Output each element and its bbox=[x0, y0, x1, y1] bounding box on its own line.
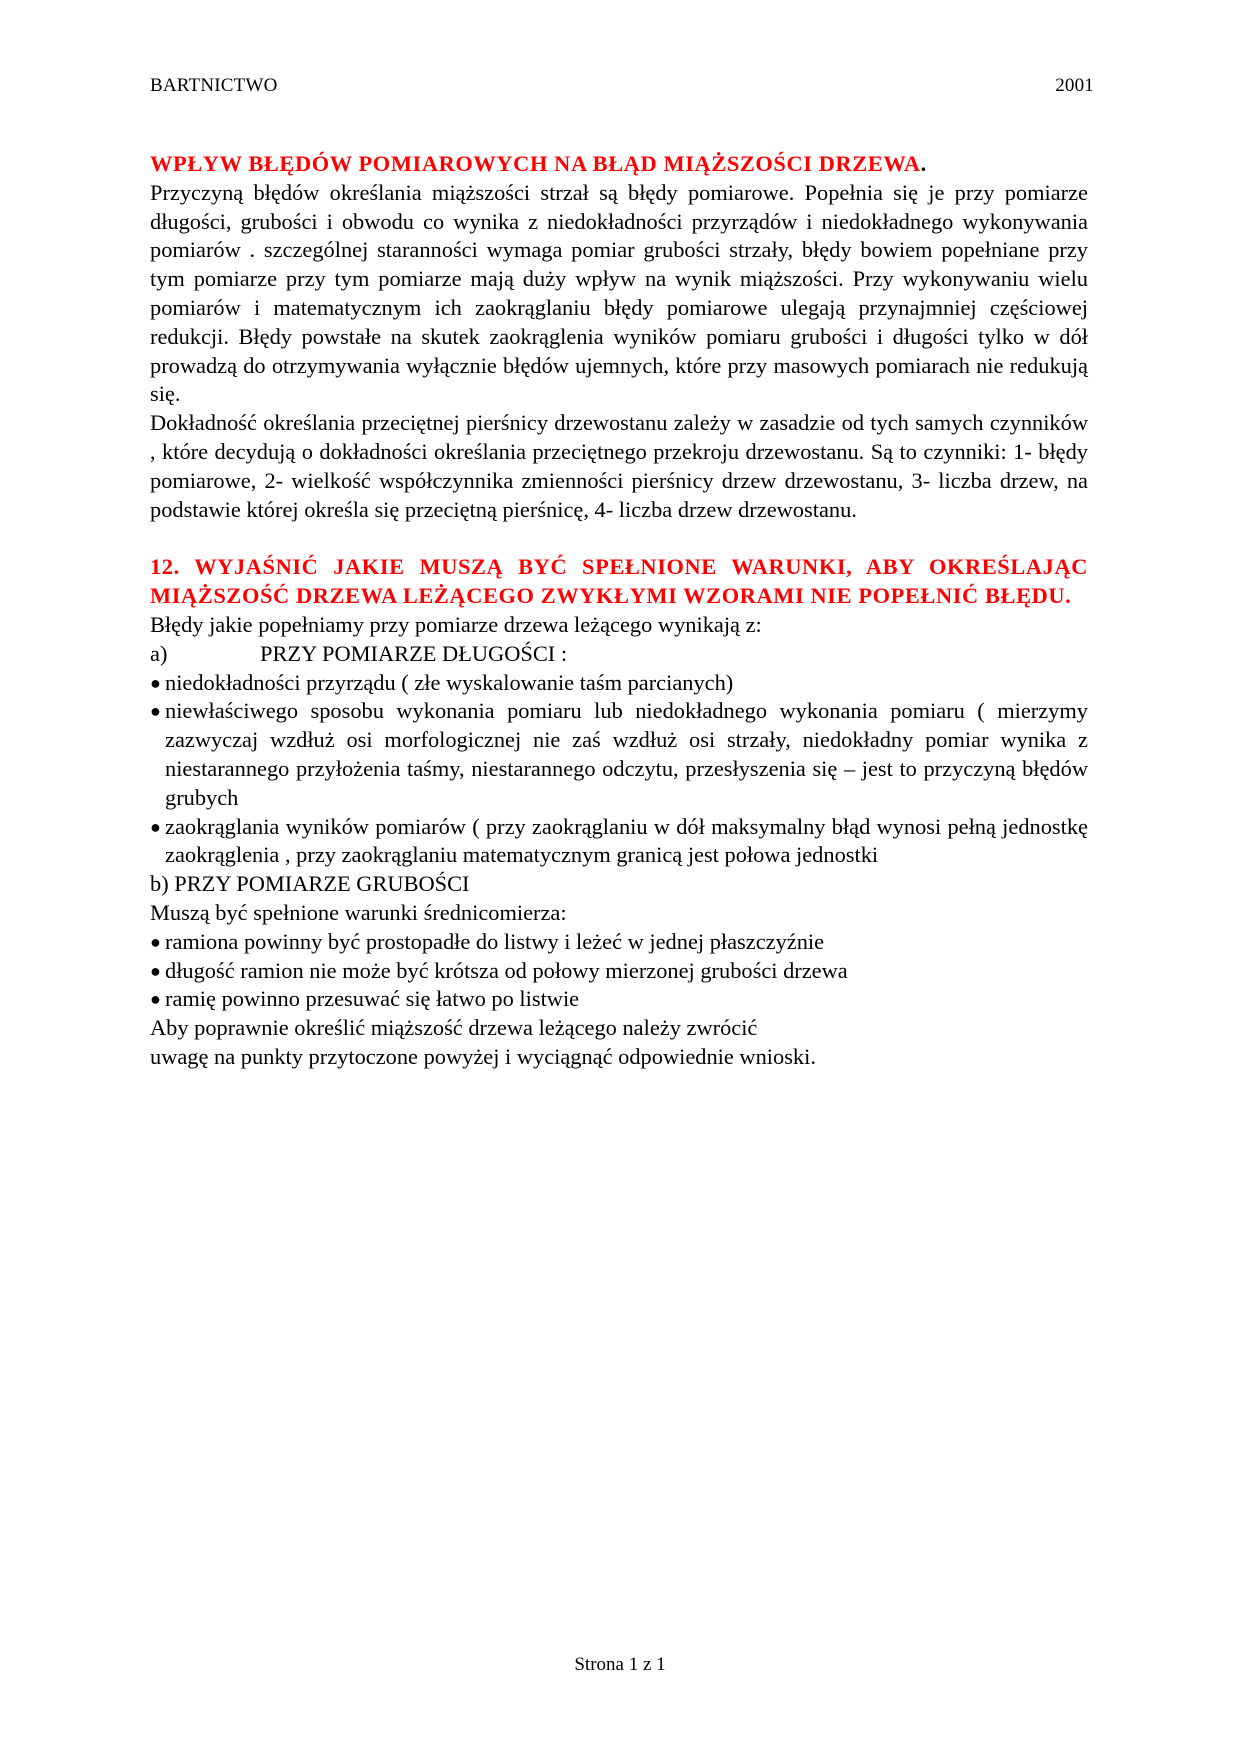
subsection-a-heading bbox=[150, 640, 1088, 669]
bullet-dot-icon: ● bbox=[150, 816, 161, 837]
document-body bbox=[150, 150, 1088, 1072]
list-item bbox=[150, 669, 1088, 698]
list-item-text: zaokrąglania wyników pomiarów ( przy zaokrąglaniu w dół maksymalny błąd wynosi pełną jednostkę zaokrąglenia , przy zaokrąglaniu matematycznym granicą jest połowa jednostki bbox=[165, 813, 1088, 868]
spacer bbox=[150, 524, 1088, 553]
header-right: 2001 bbox=[1055, 75, 1094, 96]
section-2-heading bbox=[150, 553, 1088, 611]
bullet-dot-icon: ● bbox=[150, 960, 161, 981]
section-2-intro: Błędy jakie popełniamy przy pomiarze drzewa leżącego wynikają z: bbox=[150, 611, 762, 637]
list-item bbox=[150, 985, 1088, 1014]
bullet-dot-icon: ● bbox=[150, 701, 161, 722]
section-1-paragraph-1: Przyczyną błędów określania miąższości strzał są błędy pomiarowe. Popełnia się je przy pomiarze długości, grubości i obwodu co wynika z niedokładności przyrządów i niedokładnego wykonywania pomiarów . szczególnej staranności wymaga pomiar grubości strzały, błędy bowiem popełniane przy tym pomiarze przy tym pomiarze mają duży wpływ na wynik miąższości. Przy wykonywaniu wielu pomiarów i matematycznym ich zaokrąglaniu błędy pomiarowe ulegają przynajmniej częściowej redukcji. Błędy powstałe na skutek zaokrąglenia wyników pomiaru grubości i długości tylko w dół prowadzą do otrzymywania wyłącznie błędów ujemnych, które przy masowych pomiarach nie redukują się. bbox=[150, 179, 1088, 407]
bullet-dot-icon: ● bbox=[150, 931, 161, 952]
closing-line-1: Aby poprawnie określić miąższość drzewa leżącego należy zwrócić bbox=[150, 1015, 758, 1041]
list-item bbox=[150, 697, 1088, 812]
section-1-title-dot: . bbox=[920, 151, 927, 176]
section-1-paragraph-2: Dokładność określania przeciętnej pierśnicy drzewostanu zależy w zasadzie od tych samych czynników , które decydują o dokładności określania przeciętnego przekroju drzewostanu. Są to czynniki: 1- błędy pomiarowe, 2- wielkość współczynnika zmienności pierśnicy drzew drzewostanu, 3- liczba drzew, na podstawie której określa się przeciętną pierśnicę, 4- liczba drzew drzewostanu. bbox=[150, 410, 1088, 522]
list-item bbox=[150, 813, 1088, 871]
section-1-title: WPŁYW BŁĘDÓW POMIAROWYCH NA BŁĄD MIĄŻSZOŚCI DRZEWA bbox=[150, 151, 921, 176]
bullet-dot-icon: ● bbox=[150, 989, 161, 1010]
list-item-text: niedokładności przyrządu ( złe wyskalowanie taśm parcianych) bbox=[165, 669, 734, 695]
section-2-title: 12. WYJAŚNIĆ JAKIE MUSZĄ BYĆ SPEŁNIONE WARUNKI, ABY OKREŚLAJĄC MIĄŻSZOŚĆ DRZEWA LEŻĄCEGO ZWYKŁYMI WZORAMI NIE POPEŁNIĆ BŁĘDU bbox=[150, 554, 1088, 609]
list-item-text: ramię powinno przesuwać się łatwo po listwie bbox=[165, 986, 580, 1012]
subsection-b-intro: Muszą być spełnione warunki średnicomierza: bbox=[150, 899, 567, 925]
subsection-b-heading: b) PRZY POMIARZE GRUBOŚCI bbox=[150, 871, 470, 897]
page-number: Strona 1 z 1 bbox=[574, 1654, 666, 1675]
closing-line-2: uwagę na punkty przytoczone powyżej i wyciągnąć odpowiednie wnioski. bbox=[150, 1043, 816, 1069]
list-item bbox=[150, 957, 1088, 986]
subsection-a-label: a) bbox=[150, 640, 168, 666]
section-2-title-dot: . bbox=[1065, 583, 1072, 609]
list-item-text: długość ramion nie może być krótsza od połowy mierzonej grubości drzewa bbox=[165, 957, 848, 983]
list-item bbox=[150, 928, 1088, 957]
bullet-dot-icon: ● bbox=[150, 672, 161, 693]
list-item-text: niewłaściwego sposobu wykonania pomiaru lub niedokładnego wykonania pomiaru ( mierzymy zazwyczaj wzdłuż osi morfologicznej nie zaś wzdłuż osi strzały, niedokładny pomiar wynika z niestarannego przyłożenia taśmy, niestarannego odczytu, przesłyszenia się – jest to przyczyną błędów grubych bbox=[165, 698, 1088, 810]
subsection-a-title: PRZY POMIARZE DŁUGOŚCI : bbox=[260, 640, 568, 666]
list-item-text: ramiona powinny być prostopadłe do listwy i leżeć w jednej płaszczyźnie bbox=[165, 928, 825, 954]
header-left: BARTNICTWO bbox=[150, 75, 278, 96]
section-1-heading bbox=[150, 150, 1088, 179]
